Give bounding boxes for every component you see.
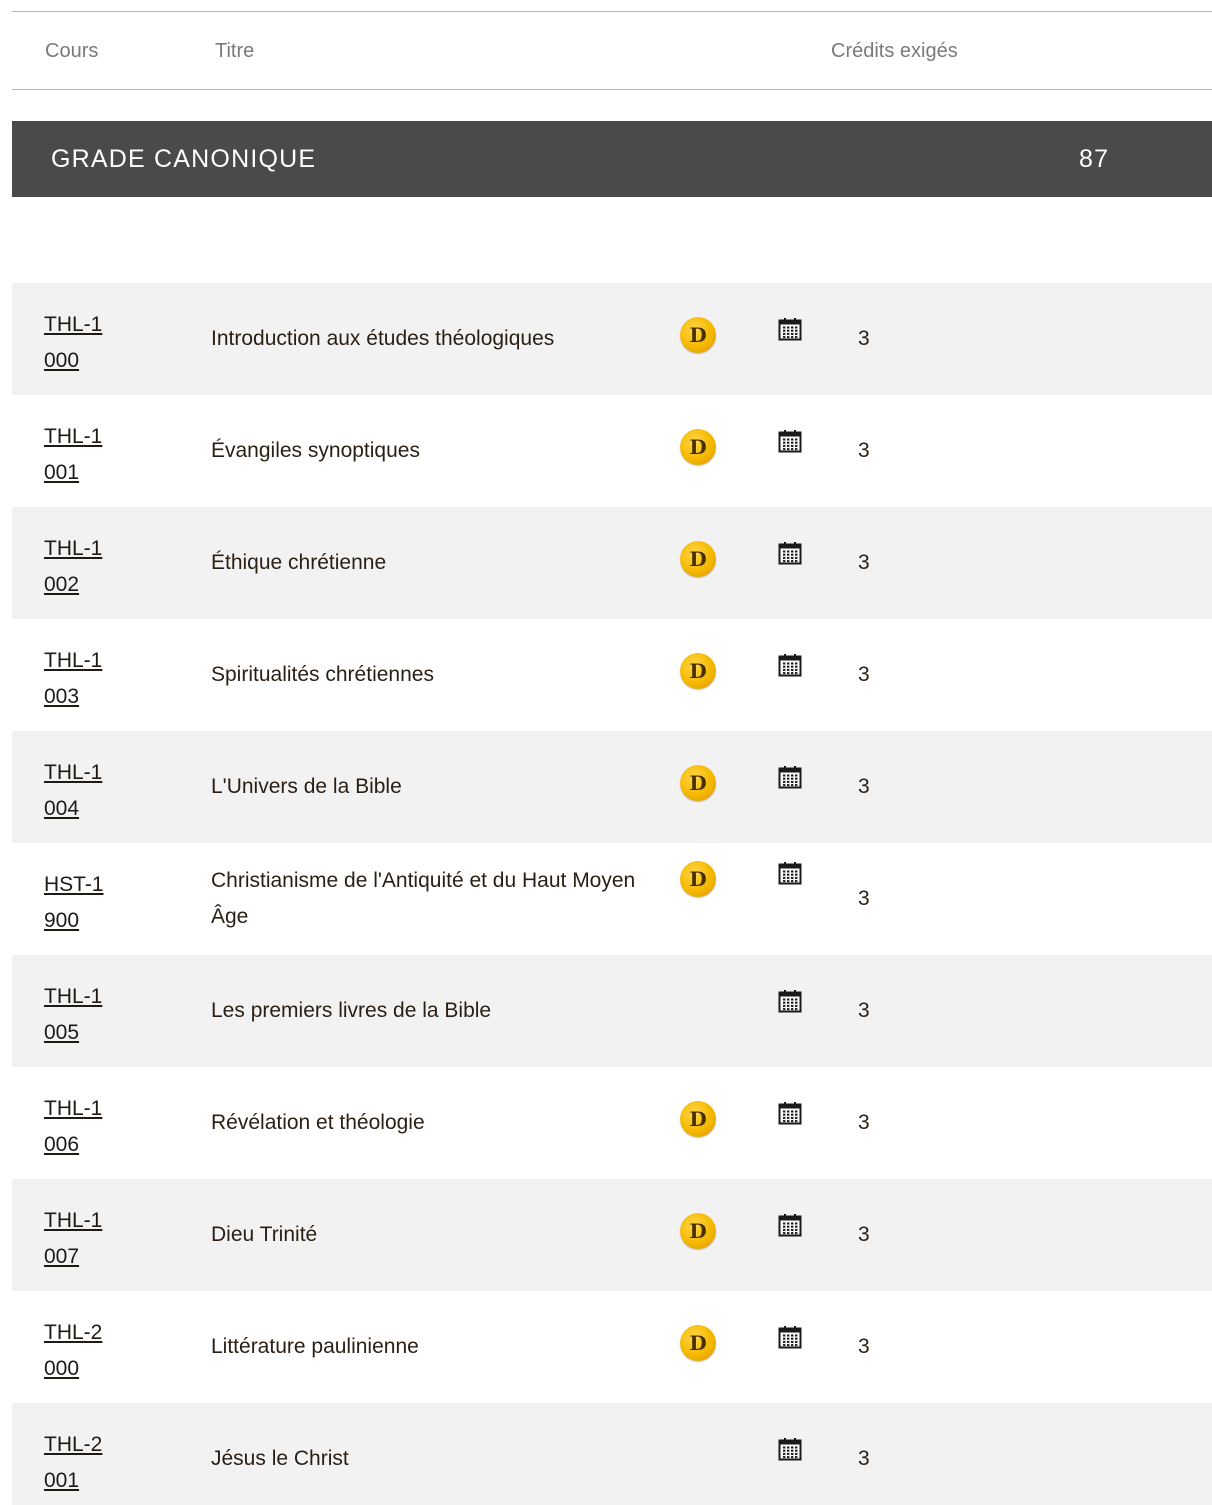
calendar-icon[interactable] xyxy=(778,765,802,789)
distance-badge-letter: D xyxy=(689,867,707,891)
course-credits: 3 xyxy=(858,1335,870,1358)
calendar-icon[interactable] xyxy=(778,1213,802,1237)
course-title: L'Univers de la Bible xyxy=(211,775,402,798)
calendar-icon[interactable] xyxy=(778,1437,802,1461)
course-title: Spiritualités chrétiennes xyxy=(211,663,434,686)
distance-badge-letter: D xyxy=(689,547,707,571)
course-code-link[interactable]: THL-1005 xyxy=(44,985,103,1044)
distance-badge-letter: D xyxy=(689,1331,707,1355)
course-row xyxy=(12,1403,1212,1505)
distance-badge-letter: D xyxy=(689,435,707,459)
course-row xyxy=(12,843,1212,955)
course-title: Littérature paulinienne xyxy=(211,1335,419,1358)
calendar-icon[interactable] xyxy=(778,1325,802,1349)
distance-badge-icon xyxy=(680,541,716,577)
distance-badge-icon xyxy=(680,861,716,897)
calendar-icon[interactable] xyxy=(778,317,802,341)
course-credits: 3 xyxy=(858,439,870,462)
course-row xyxy=(12,507,1212,619)
calendar-icon[interactable] xyxy=(778,1101,802,1125)
distance-badge-letter: D xyxy=(689,771,707,795)
distance-badge-letter: D xyxy=(689,1219,707,1243)
calendar-icon[interactable] xyxy=(778,429,802,453)
calendar-icon[interactable] xyxy=(778,989,802,1013)
course-credits: 3 xyxy=(858,999,870,1022)
course-title: Les premiers livres de la Bible xyxy=(211,999,492,1022)
course-row xyxy=(12,1067,1212,1179)
course-code-link[interactable]: THL-1000 xyxy=(44,313,103,372)
course-row xyxy=(12,1179,1212,1291)
course-list xyxy=(12,283,1212,1505)
column-header-credits: Crédits exigés xyxy=(831,40,958,62)
section-band xyxy=(12,121,1212,197)
column-header-row xyxy=(12,11,1212,90)
course-code-link[interactable]: THL-1002 xyxy=(44,537,103,596)
course-row xyxy=(12,1291,1212,1403)
calendar-icon[interactable] xyxy=(778,861,802,885)
calendar-icon[interactable] xyxy=(778,653,802,677)
course-title: Introduction aux études théologiques xyxy=(211,327,555,350)
distance-badge-icon xyxy=(680,1325,716,1361)
course-code-link[interactable]: THL-1004 xyxy=(44,761,103,820)
course-credits: 3 xyxy=(858,1223,870,1246)
course-credits: 3 xyxy=(858,551,870,574)
course-title: Révélation et théologie xyxy=(211,1111,425,1134)
course-credits: 3 xyxy=(858,775,870,798)
distance-badge-icon xyxy=(680,1101,716,1137)
column-header-cours: Cours xyxy=(45,40,99,62)
course-row xyxy=(12,731,1212,843)
column-header-titre: Titre xyxy=(215,40,255,62)
course-title: Jésus le Christ xyxy=(211,1447,349,1470)
course-title: Christianisme de l'Antiquité et du Haut Moyen Âge xyxy=(211,869,636,928)
course-row xyxy=(12,619,1212,731)
course-credits: 3 xyxy=(858,1111,870,1134)
distance-badge-letter: D xyxy=(689,1107,707,1131)
course-row xyxy=(12,395,1212,507)
section-title: GRADE CANONIQUE xyxy=(51,145,317,173)
course-code-link[interactable]: THL-2000 xyxy=(44,1321,103,1380)
course-code-link[interactable]: HST-1900 xyxy=(44,873,104,932)
course-row xyxy=(12,955,1212,1067)
course-title: Éthique chrétienne xyxy=(211,551,387,574)
course-credits: 3 xyxy=(858,887,870,910)
calendar-icon[interactable] xyxy=(778,541,802,565)
section-credits: 87 xyxy=(1079,145,1110,173)
course-code-link[interactable]: THL-2001 xyxy=(44,1433,103,1492)
course-credits: 3 xyxy=(858,1447,870,1470)
distance-badge-icon xyxy=(680,317,716,353)
distance-badge-icon xyxy=(680,765,716,801)
course-code-link[interactable]: THL-1006 xyxy=(44,1097,103,1156)
course-credits: 3 xyxy=(858,663,870,686)
course-code-link[interactable]: THL-1003 xyxy=(44,649,103,708)
course-code-link[interactable]: THL-1007 xyxy=(44,1209,103,1268)
distance-badge-letter: D xyxy=(689,659,707,683)
course-title: Évangiles synoptiques xyxy=(211,439,420,462)
course-title: Dieu Trinité xyxy=(211,1223,318,1246)
distance-badge-icon xyxy=(680,653,716,689)
distance-badge-icon xyxy=(680,1213,716,1249)
distance-badge-letter: D xyxy=(689,323,707,347)
course-row xyxy=(12,283,1212,395)
course-credits: 3 xyxy=(858,327,870,350)
course-code-link[interactable]: THL-1001 xyxy=(44,425,103,484)
distance-badge-icon xyxy=(680,429,716,465)
